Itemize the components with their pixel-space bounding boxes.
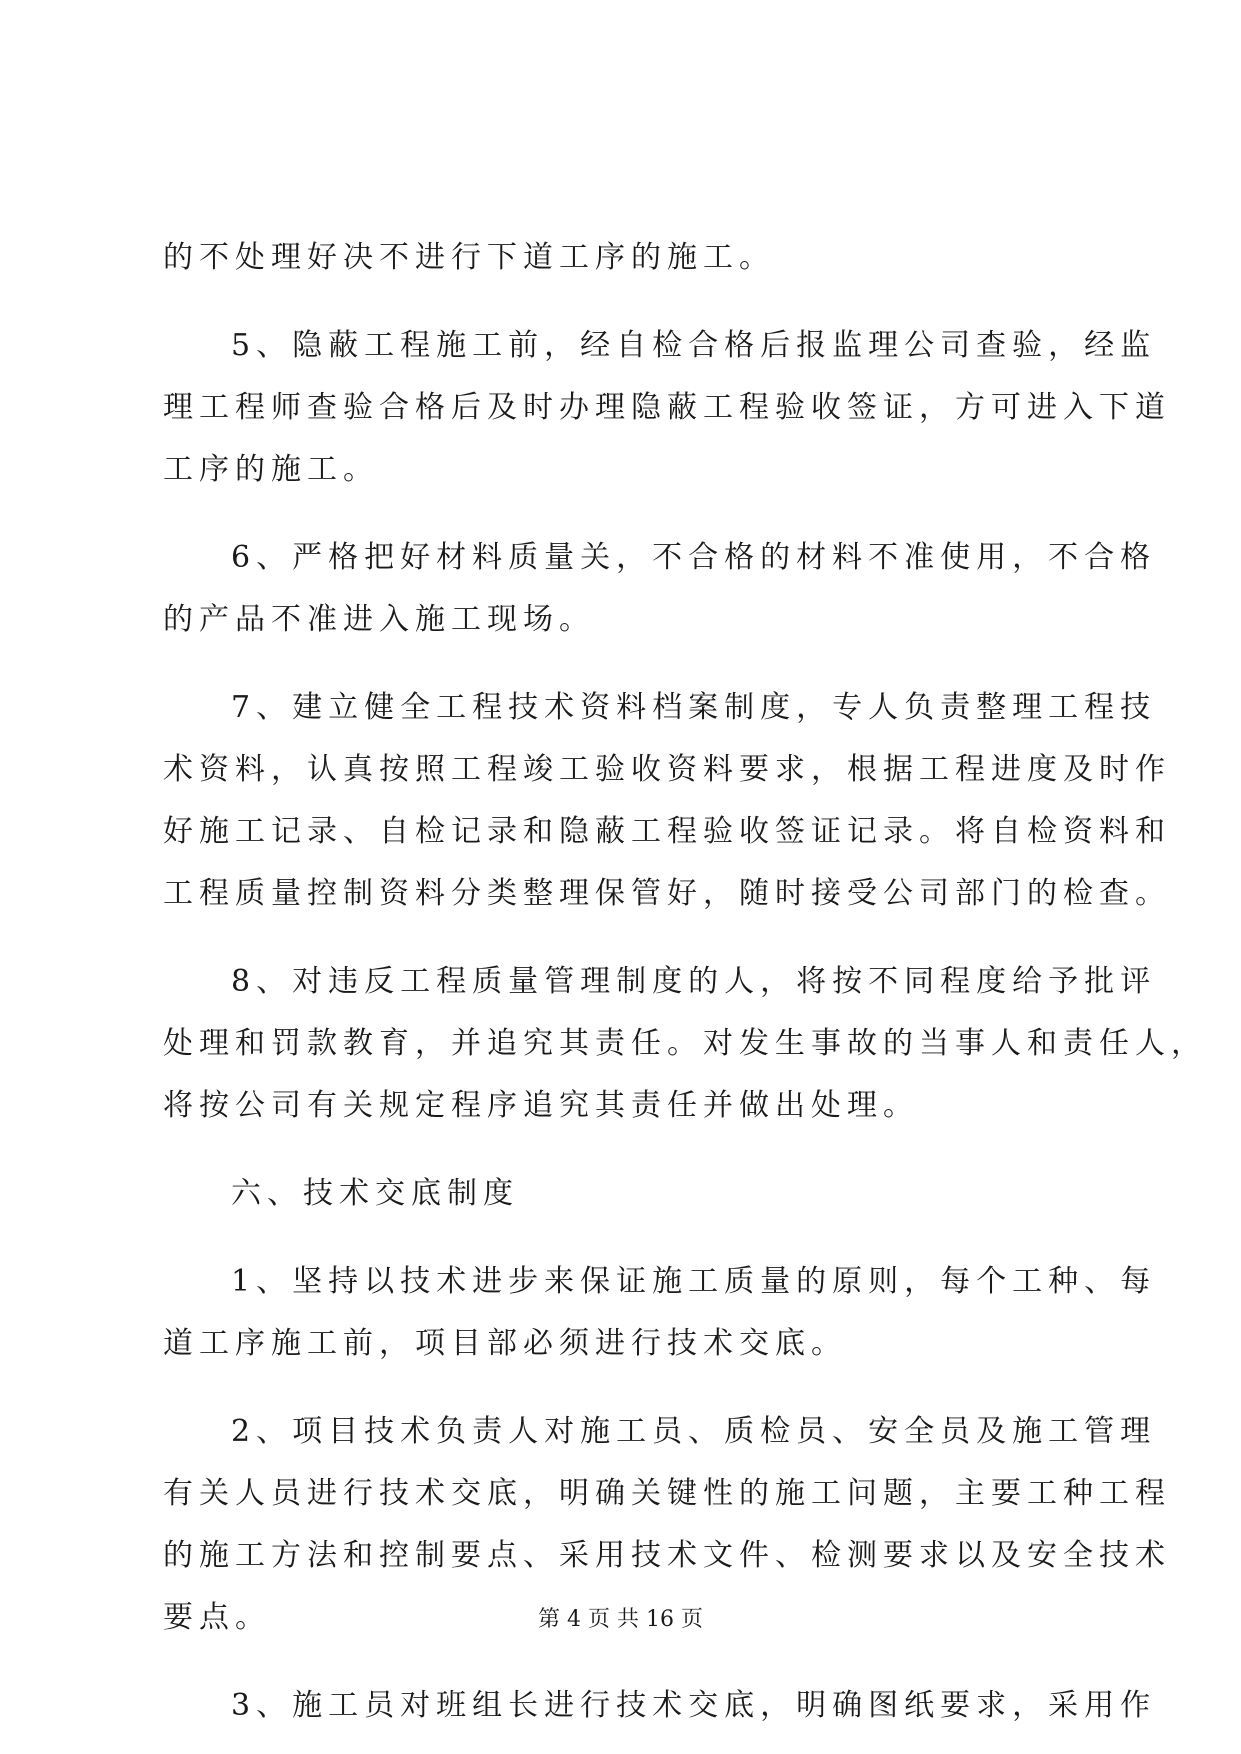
- paragraph: [163, 1251, 1157, 1375]
- text-line: 处理和罚款教育，并追究其责任。对发生事故的当事人和责任人，: [163, 1026, 1207, 1061]
- paragraph: [163, 527, 1157, 651]
- text-line: 的施工方法和控制要点、采用技术文件、检测要求以及安全技术: [163, 1538, 1171, 1573]
- paragraph: [163, 227, 1083, 289]
- text-line: 要点。: [163, 1600, 271, 1635]
- page-number-label: 第 4 页 共 16 页: [538, 1607, 703, 1632]
- paragraph: [163, 677, 1171, 925]
- text-line: 8、对违反工程质量管理制度的人，将按不同程度给予批评: [231, 964, 1157, 999]
- text-line: 7、建立健全工程技术资料档案制度，专人负责整理工程技: [231, 690, 1157, 725]
- paragraph: [163, 951, 1207, 1137]
- text-line: 2、项目技术负责人对施工员、质检员、安全员及施工管理: [231, 1414, 1157, 1449]
- text-line: 工序的施工。: [163, 452, 379, 487]
- text-line: 好施工记录、自检记录和隐蔽工程验收签证记录。将自检资料和: [163, 814, 1171, 849]
- paragraph: [163, 1675, 1157, 1737]
- text-line: 道工序施工前，项目部必须进行技术交底。: [163, 1326, 847, 1361]
- text-line: 有关人员进行技术交底，明确关键性的施工问题，主要工种工程: [163, 1476, 1171, 1511]
- text-line: 理工程师查验合格后及时办理隐蔽工程验收签证，方可进入下道: [163, 390, 1171, 425]
- text-line: 6、严格把好材料质量关，不合格的材料不准使用，不合格: [231, 540, 1157, 575]
- text-line: 1、坚持以技术进步来保证施工质量的原则，每个工种、每: [231, 1264, 1157, 1299]
- section-heading: [163, 1163, 1083, 1225]
- text-line: 将按公司有关规定程序追究其责任并做出处理。: [163, 1088, 919, 1123]
- text-line: 的产品不准进入施工现场。: [163, 602, 595, 637]
- document-body: [163, 227, 1207, 1737]
- page-footer: [0, 1605, 1241, 1635]
- paragraph: [163, 315, 1171, 501]
- text-line: 5、隐蔽工程施工前，经自检合格后报监理公司查验，经监: [231, 328, 1157, 363]
- text-line: 六、技术交底制度: [231, 1176, 519, 1211]
- text-line: 3、施工员对班组长进行技术交底，明确图纸要求，采用作: [231, 1688, 1157, 1723]
- text-line: 工程质量控制资料分类整理保管好，随时接受公司部门的检查。: [163, 876, 1171, 911]
- text-line: 的不处理好决不进行下道工序的施工。: [163, 240, 775, 275]
- text-line: 术资料，认真按照工程竣工验收资料要求，根据工程进度及时作: [163, 752, 1171, 787]
